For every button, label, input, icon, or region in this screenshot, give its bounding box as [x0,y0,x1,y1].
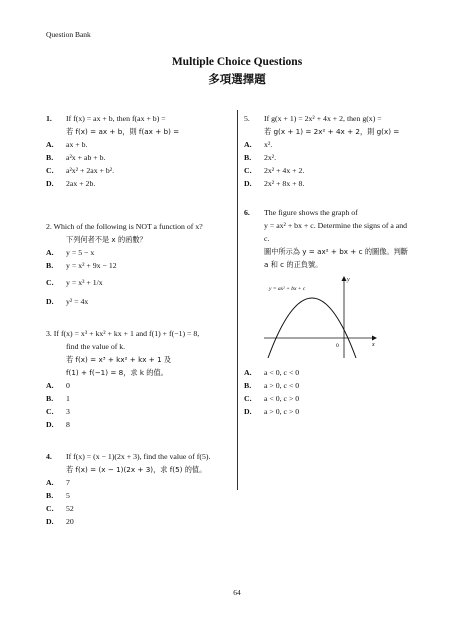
option-text: 2x². [264,153,277,162]
q2-option-d[interactable] [46,295,203,308]
question-5 [244,112,399,190]
option-text: 1 [66,394,70,403]
parabola-graph [262,274,378,360]
q2-option-a[interactable] [46,246,203,259]
option-letter: D. [46,420,54,429]
question-6-text-zh-2: a 和 c 的正負號。 [264,260,323,269]
q1-option-d[interactable] [46,177,179,190]
question-4 [46,450,210,528]
origin-label: 0 [336,343,339,349]
option-letter: A. [46,478,54,487]
q1-option-c[interactable] [46,164,179,177]
option-text: 3 [66,407,70,416]
q6-option-c[interactable] [244,392,299,405]
option-letter: D. [46,297,54,306]
q5-option-a[interactable] [244,138,399,151]
option-letter: A. [46,140,54,149]
option-text: 2x² + 4x + 2. [264,166,305,175]
option-text: 20 [66,517,74,526]
option-text: 0 [66,381,70,390]
q4-option-b[interactable] [46,489,210,502]
question-2 [46,220,203,308]
q4-option-d[interactable] [46,515,210,528]
option-letter: B. [46,261,54,270]
option-text: 2x² + 8x + 8. [264,179,305,188]
q5-option-b[interactable] [244,151,399,164]
option-text: a > 0, c < 0 [264,381,300,390]
y-axis-arrow-icon [342,276,347,281]
question-2-text-zh: 下列何者不是 x 的函數？ [66,235,147,244]
question-1-text-zh: 若 f(x) = ax + b，則 f(ax + b) = [66,127,180,136]
option-letter: C. [46,166,54,175]
question-6-options [244,366,299,418]
option-text: a > 0, c > 0 [264,407,300,416]
option-text: y = x² + 9x − 12 [66,261,117,270]
parabola-curve [268,298,356,358]
question-4-text: If f(x) = (x − 1)(2x + 3), find the value of f(5). [66,452,211,461]
option-letter: D. [46,179,54,188]
question-6-text-3: c. [264,234,270,243]
q6-option-a[interactable] [244,366,299,379]
question-3-text-2: find the value of k. [66,342,126,351]
x-axis-arrow-icon [372,336,377,341]
option-text: 2ax + 2b. [66,179,96,188]
option-letter: B. [46,491,54,500]
q4-option-c[interactable] [46,502,210,515]
option-text: 7 [66,478,70,487]
option-letter: A. [244,140,252,149]
question-1 [46,112,179,190]
option-text: a < 0, c < 0 [264,368,300,377]
curve-label: y = ax² + bx + c [269,286,306,292]
page-number: 64 [233,588,241,597]
question-4-text-zh: 若 f(x) = (x − 1)(2x + 3)，求 f(5) 的值。 [66,465,207,474]
question-1-text: If f(x) = ax + b, then f(ax + b) = [66,114,166,123]
q4-option-a[interactable] [46,476,210,489]
q2-option-c[interactable] [46,276,203,289]
option-text: y² = 4x [66,297,89,306]
question-1-number: 1. [46,114,52,123]
question-5-text-zh: 若 g(x + 1) = 2x² + 4x + 2，則 g(x) = [264,127,400,136]
option-letter: A. [46,381,54,390]
column-divider [237,110,238,490]
q3-option-a[interactable] [46,379,199,392]
option-letter: C. [244,166,252,175]
question-3-text: 3. If f(x) = x³ + kx² + kx + 1 and f(1) + f(−1) = 8, [46,329,200,338]
option-text: y = x³ + 1/x [66,278,103,287]
option-text: a²x² + 2ax + b². [66,166,115,175]
option-letter: C. [46,407,54,416]
option-text: 52 [66,504,74,513]
x-axis-label: x [372,342,375,348]
option-text: a < 0, c > 0 [264,394,300,403]
q1-option-b[interactable] [46,151,179,164]
q3-option-c[interactable] [46,405,199,418]
question-6-text-2: y = ax² + bx + c. Determine the signs of a and [264,221,408,230]
option-letter: B. [244,381,252,390]
q5-option-c[interactable] [244,164,399,177]
option-text: y = 5 − x [66,248,95,257]
option-text: 8 [66,420,70,429]
option-letter: B. [46,394,54,403]
option-letter: C. [46,278,54,287]
option-letter: D. [244,407,252,416]
q3-option-b[interactable] [46,392,199,405]
q6-option-b[interactable] [244,379,299,392]
option-letter: A. [244,368,252,377]
title-chinese: 多項選擇題 [208,72,266,86]
question-6-text-1: The figure shows the graph of [264,208,358,217]
question-3 [46,327,199,431]
option-letter: D. [244,179,252,188]
question-3-text-zh-2: f(1) + f(−1) = 8，求 k 的值。 [66,368,168,377]
option-letter: B. [244,153,252,162]
header-label: Question Bank [46,30,91,39]
question-2-text: 2. Which of the following is NOT a function of x? [46,222,203,231]
option-letter: A. [46,248,54,257]
question-5-number: 5. [244,114,250,123]
question-6 [244,206,408,271]
y-axis-label: y [347,277,350,283]
option-letter: D. [46,517,54,526]
option-letter: C. [244,394,252,403]
option-letter: C. [46,504,54,513]
title-english: Multiple Choice Questions [171,56,303,68]
question-6-number: 6. [244,208,250,217]
q5-option-d[interactable] [244,177,399,190]
option-text: a²x + ab + b. [66,153,106,162]
option-letter: B. [46,153,54,162]
q2-option-b[interactable] [46,259,203,272]
option-text: 5 [66,491,70,500]
question-3-text-zh-1: 若 f(x) = x³ + kx² + kx + 1 及 [66,355,172,364]
q3-option-d[interactable] [46,418,199,431]
q1-option-a[interactable] [46,138,179,151]
question-6-text-zh-1: 圖中所示為 y = ax² + bx + c 的圖像。判斷 [264,247,408,256]
question-4-number: 4. [46,452,52,461]
option-text: ax + b. [66,140,88,149]
q6-option-d[interactable] [244,405,299,418]
option-text: x². [264,140,273,149]
question-5-text: If g(x + 1) = 2x² + 4x + 2, then g(x) = [264,114,382,123]
